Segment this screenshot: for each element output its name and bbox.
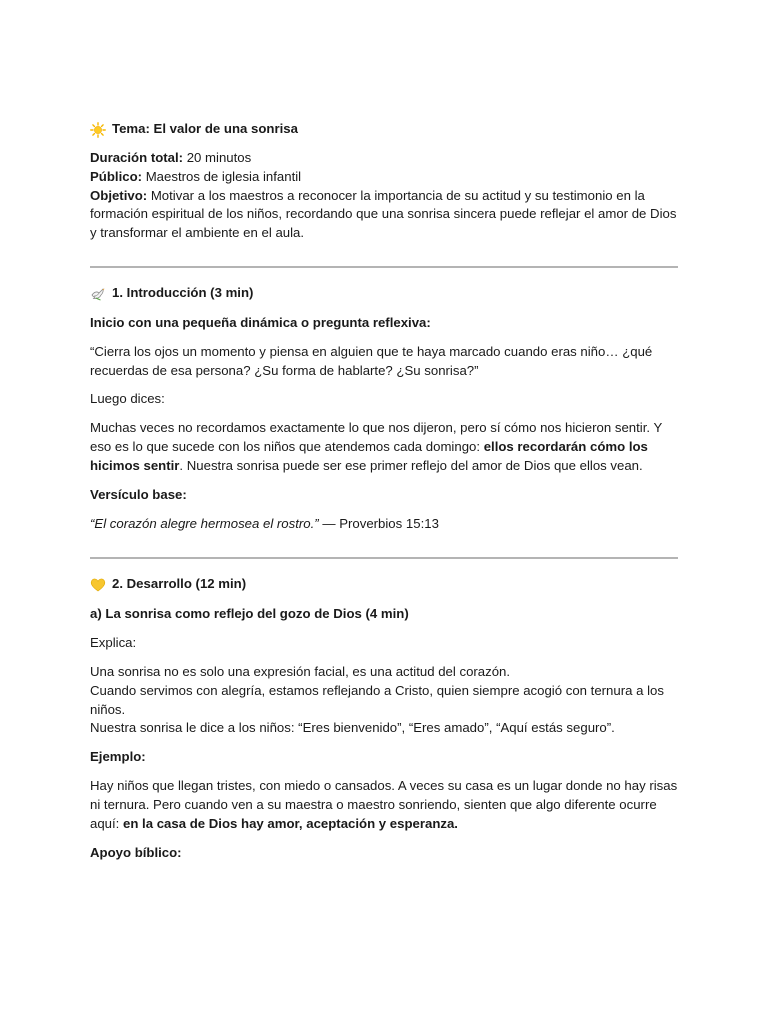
intro-then-says: Luego dices:	[90, 391, 165, 406]
example-bold: en la casa de Dios hay amor, aceptación y esperanza.	[123, 815, 458, 831]
explain-body	[90, 663, 678, 738]
verse-text: “El corazón alegre hermosea el rostro.”	[90, 516, 319, 531]
objective-label: Objetivo:	[90, 187, 148, 203]
example-label: Ejemplo:	[90, 749, 146, 764]
verse-label: Versículo base:	[90, 487, 187, 502]
intro-paragraph-bold: ellos recordarán cómo los hicimos sentir	[90, 438, 648, 473]
objective-value: Motivar a los maestros a reconocer la importancia de su actitud y su testimonio en la formación espiritual de los niños, recordando que una sonrisa sincera puede reflejar el amor de Dios y transformar el ambiente en el aula.	[90, 187, 677, 241]
divider	[90, 266, 678, 268]
audience-label: Público:	[90, 168, 143, 184]
intro-paragraph	[90, 419, 678, 475]
development-title: 2. Desarrollo (12 min)	[112, 576, 247, 592]
meta-info	[90, 149, 678, 243]
example-start: Hay niños que llegan tristes, con miedo o cansados. A veces su casa es un lugar donde no hay risas ni ternura. Pero cuando ven a su maestra o maestro sonriendo, sienten que algo diferente ocurre aquí:	[90, 778, 678, 831]
explain-line: Cuando servimos con alegría, estamos reflejando a Cristo, quien siempre acogió con ternura a los niños.	[90, 682, 664, 717]
biblical-support-label: Apoyo bíblico:	[90, 845, 182, 860]
title-text: Tema: El valor de una sonrisa	[112, 121, 298, 137]
page-title	[90, 120, 678, 139]
intro-heading	[90, 284, 678, 303]
objective-line	[90, 187, 678, 243]
development-heading	[90, 575, 678, 594]
audience-line	[90, 168, 678, 187]
intro-title: 1. Introducción (3 min)	[112, 285, 254, 301]
title-section	[90, 120, 678, 139]
explain-line: Una sonrisa no es solo una expresión facial, es una actitud del corazón.	[90, 664, 511, 679]
verse-line	[90, 515, 678, 534]
explain-label: Explica:	[90, 635, 137, 650]
intro-section	[90, 284, 678, 303]
subsection-a-title: a) La sonrisa como reflejo del gozo de Dios (4 min)	[90, 606, 409, 621]
sun-icon	[90, 122, 106, 138]
intro-dynamic-label: Inicio con una pequeña dinámica o pregunta reflexiva:	[90, 315, 431, 330]
intro-quote: “Cierra los ojos un momento y piensa en alguien que te haya marcado cuando eras niño… ¿qué recuerdas de esa persona? ¿Su forma de hablarte? ¿Su sonrisa?”	[90, 344, 653, 378]
audience-value: Maestros de iglesia infantil	[142, 168, 302, 184]
development-section	[90, 575, 678, 594]
explain-line: Nuestra sonrisa le dice a los niños: “Eres bienvenido”, “Eres amado”, “Aquí estás seguro”.	[90, 720, 615, 736]
duration-line	[90, 149, 678, 168]
intro-paragraph-end: . Nuestra sonrisa puede ser ese primer reflejo del amor de Dios que ellos vean.	[179, 457, 643, 473]
divider	[90, 557, 678, 559]
duration-value: 20 minutos	[183, 150, 252, 165]
yellow-heart-icon	[90, 577, 106, 593]
duration-label: Duración total:	[90, 150, 184, 165]
example-paragraph	[90, 777, 678, 833]
intro-paragraph-start: Muchas veces no recordamos exactamente lo que nos dijeron, pero sí cómo nos hicieron sentir. Y eso es lo que sucede con los niños que atendemos cada domingo:	[90, 420, 663, 454]
dove-icon	[90, 286, 106, 302]
verse-ref: — Proverbios 15:13	[318, 516, 439, 531]
